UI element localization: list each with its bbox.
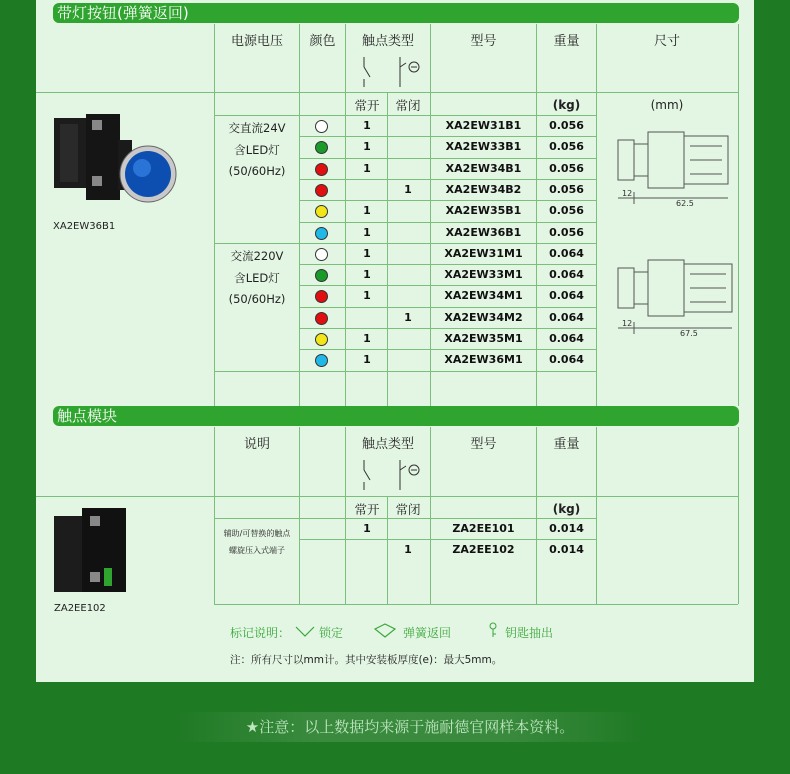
grid-vline [345, 427, 346, 604]
grid-hline [299, 285, 596, 286]
row-weight: 0.056 [549, 162, 584, 175]
grid-hline [299, 136, 596, 137]
grid-hline [214, 604, 738, 605]
row-model: XA2EW31M1 [444, 247, 523, 260]
row2-weight: 0.014 [549, 522, 584, 535]
grid-hline [299, 349, 596, 350]
indicator-color-dot [315, 312, 328, 325]
spring-return-icon [373, 623, 397, 639]
header-weight: 重量 [553, 34, 580, 49]
indicator-color-dot [315, 205, 328, 218]
grid-hline [299, 179, 596, 180]
grid-hline [299, 158, 596, 159]
desc-line1: 辅助/可替换的触点 [223, 529, 291, 538]
row-model: XA2EW35B1 [445, 204, 522, 217]
header-contact-type: 触点类型 [361, 34, 414, 49]
grid-vline [430, 427, 431, 604]
row-weight: 0.056 [549, 183, 584, 196]
lock-icon [294, 624, 316, 638]
grid-vline [596, 427, 597, 604]
dim2-b: 67.5 [680, 329, 698, 338]
contact-block-image [52, 508, 128, 598]
row-model: XA2EW31B1 [445, 119, 522, 132]
row-no: 1 [363, 247, 371, 260]
contact-type-icon [356, 55, 426, 89]
row2-weight: 0.014 [549, 543, 584, 556]
grid-hline [36, 496, 738, 497]
row-weight: 0.064 [549, 311, 584, 324]
row-no: 1 [363, 353, 371, 366]
indicator-color-dot [315, 333, 328, 346]
product-caption-1: XA2EW36B1 [53, 221, 116, 232]
group1-line2: 含LED灯 [234, 143, 280, 157]
legend-spring: 弹簧返回 [403, 626, 452, 640]
row-no: 1 [363, 204, 371, 217]
group2-line1: 交流220V [230, 249, 284, 263]
row-no: 1 [363, 289, 371, 302]
row-weight: 0.064 [549, 268, 584, 281]
group2-line2: 含LED灯 [234, 271, 280, 285]
legend-lock: 锁定 [319, 626, 344, 640]
row-model: XA2EW34B2 [445, 183, 522, 196]
row-model: XA2EW33B1 [445, 140, 522, 153]
grid-hline [299, 264, 596, 265]
section-title-contact-block: 触点模块 [53, 406, 739, 426]
grid-hline [299, 307, 596, 308]
dimension-drawing-24v [612, 126, 738, 210]
key-icon [487, 622, 499, 638]
row-no: 1 [363, 162, 371, 175]
subheader-kg: (kg) [552, 98, 581, 112]
header-model-2: 型号 [470, 437, 497, 452]
group1-line1: 交直流24V [228, 121, 286, 135]
row-model: XA2EW36M1 [444, 353, 523, 366]
grid-hline [214, 115, 596, 116]
row-model: XA2EW33M1 [444, 268, 523, 281]
row-model: XA2EW35M1 [444, 332, 523, 345]
dim1-b: 62.5 [676, 199, 694, 208]
row-model: XA2EW36B1 [445, 226, 522, 239]
section-title-pilot-button: 带灯按钮(弹簧返回) [53, 3, 739, 23]
group1-line3: (50/60Hz) [228, 164, 286, 178]
subheader-nc-2: 常闭 [395, 502, 421, 517]
row2-model: ZA2EE101 [452, 522, 515, 535]
grid-hline [299, 200, 596, 201]
indicator-color-dot [315, 290, 328, 303]
row-weight: 0.064 [549, 332, 584, 345]
row-weight: 0.064 [549, 353, 584, 366]
row-no: 1 [363, 332, 371, 345]
grid-vline [738, 24, 739, 406]
indicator-color-dot [315, 248, 328, 261]
header-contact-type-2: 触点类型 [361, 437, 414, 452]
dimension-drawing-220v [612, 254, 738, 340]
row-weight: 0.056 [549, 226, 584, 239]
dimension-note: 注：所有尺寸以mm计。其中安装板厚度(e)：最大5mm。 [230, 654, 503, 666]
grid-vline [214, 24, 215, 406]
grid-vline [536, 427, 537, 604]
group2-line3: (50/60Hz) [228, 292, 286, 306]
row-model: XA2EW34B1 [445, 162, 522, 175]
row-model: XA2EW34M2 [444, 311, 523, 324]
row-weight: 0.056 [549, 140, 584, 153]
row-weight: 0.064 [549, 289, 584, 302]
header-color: 颜色 [309, 34, 336, 49]
indicator-color-dot [315, 184, 328, 197]
row-nc: 1 [404, 183, 412, 196]
indicator-color-dot [315, 163, 328, 176]
row2-no: 1 [363, 522, 371, 535]
row-nc: 1 [404, 311, 412, 324]
row-no: 1 [363, 226, 371, 239]
row-weight: 0.056 [549, 204, 584, 217]
indicator-color-dot [315, 120, 328, 133]
grid-hline [299, 539, 596, 540]
subheader-no: 常开 [354, 98, 380, 113]
dim2-a: 12 [622, 319, 633, 328]
indicator-color-dot [315, 227, 328, 240]
header-weight-2: 重量 [553, 437, 580, 452]
contact-type-icon-2 [356, 458, 426, 492]
legend-label: 标记说明： [230, 626, 291, 640]
grid-vline [738, 427, 739, 604]
row2-model: ZA2EE102 [452, 543, 515, 556]
legend-key: 钥匙抽出 [505, 626, 554, 640]
subheader-no-2: 常开 [354, 502, 380, 517]
row-weight: 0.056 [549, 119, 584, 132]
desc-line2: 螺旋压入式端子 [229, 546, 285, 555]
row-no: 1 [363, 119, 371, 132]
grid-hline [36, 92, 738, 93]
grid-hline [214, 518, 596, 519]
grid-vline [214, 427, 215, 604]
indicator-color-dot [315, 354, 328, 367]
pilot-button-image [52, 114, 180, 212]
grid-hline [299, 328, 596, 329]
subheader-kg-2: (kg) [552, 502, 581, 516]
grid-vline [299, 427, 300, 604]
row-model: XA2EW34M1 [444, 289, 523, 302]
dim1-a: 12 [622, 189, 633, 198]
row-weight: 0.064 [549, 247, 584, 260]
grid-hline [214, 243, 596, 244]
indicator-color-dot [315, 141, 328, 154]
grid-vline [596, 24, 597, 406]
product-caption-2: ZA2EE102 [54, 603, 106, 614]
indicator-color-dot [315, 269, 328, 282]
grid-hline [214, 371, 596, 372]
row-no: 1 [363, 268, 371, 281]
row2-nc: 1 [404, 543, 412, 556]
row-no: 1 [363, 140, 371, 153]
subheader-mm: (mm) [650, 98, 684, 112]
header-desc: 说明 [243, 437, 270, 452]
subheader-nc: 常闭 [395, 98, 421, 113]
header-size: 尺寸 [653, 34, 680, 49]
header-voltage: 电源电压 [230, 34, 283, 49]
footer-notice: ★注意：以上数据均来源于施耐德官网样本资料。 [175, 712, 645, 742]
header-model: 型号 [470, 34, 497, 49]
grid-hline [299, 222, 596, 223]
